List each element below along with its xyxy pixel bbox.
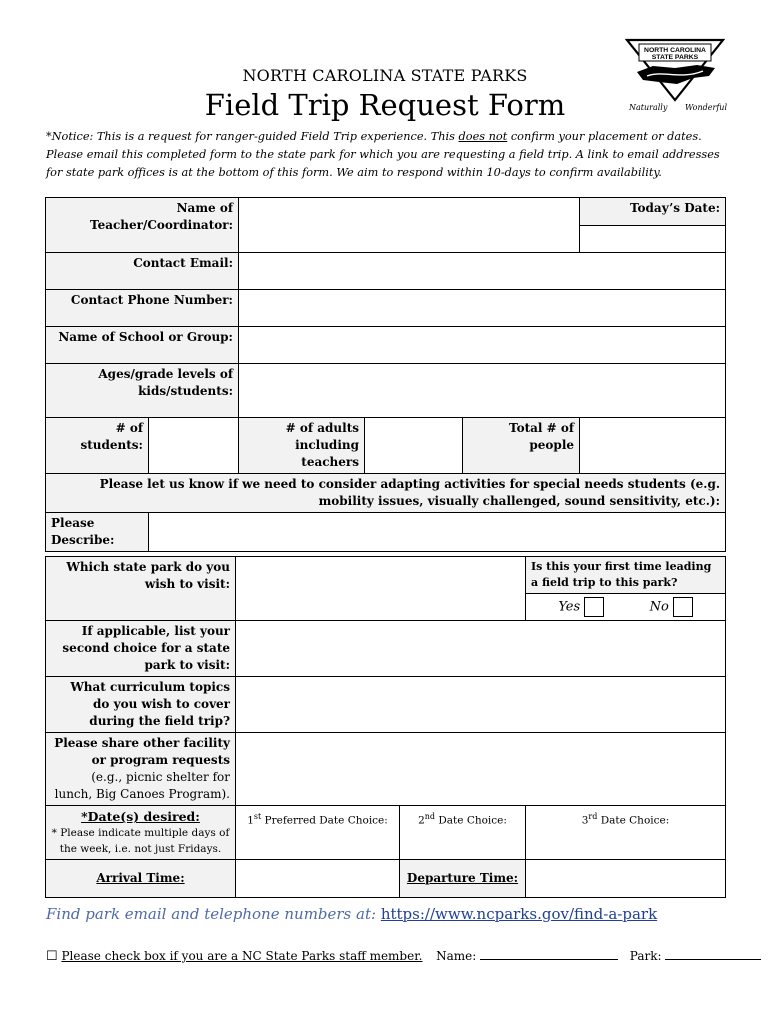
total-label: Total # of people (463, 418, 580, 474)
staff-name-label: Name: (436, 949, 477, 963)
staff-park-field[interactable] (665, 948, 761, 960)
yes-label: Yes (558, 599, 581, 615)
trip-details-table (45, 556, 726, 898)
contact-info-table (45, 197, 726, 552)
todays-date-label: Today’s Date: (580, 198, 726, 226)
find-park-link[interactable]: https://www.ncparks.gov/find-a-park (380, 905, 658, 923)
second-choice-field[interactable] (236, 621, 726, 677)
describe-field[interactable] (149, 513, 726, 552)
staff-line (46, 948, 726, 964)
staff-park-label: Park: (629, 949, 662, 963)
school-label: Name of School or Group: (46, 327, 239, 364)
svg-text:Wonderful: Wonderful (685, 103, 727, 112)
notice-text: *Notice: This is a request for ranger-guided Field Trip experience. This does not confirm your placement or dates. Please email this completed form to the state park for which you are requesting a field trip. A link to email addresses for state park offices is at the bottom of this form. We aim to respond within 10-days to confirm availability. (46, 130, 720, 179)
total-field[interactable] (580, 418, 726, 474)
nc-state-parks-logo (623, 38, 727, 118)
facility-label: Please share other facility or program requests (54, 736, 230, 767)
page-title: Field Trip Request Form (204, 88, 566, 122)
staff-text: Please check box if you are a NC State Parks staff member. (61, 949, 423, 963)
first-date-field[interactable]: 1st Preferred Date Choice: (236, 806, 400, 860)
park-field[interactable] (236, 557, 526, 621)
name-label: Name of Teacher/Coordinator: (46, 198, 239, 253)
email-field[interactable] (239, 253, 726, 290)
email-label: Contact Email: (46, 253, 239, 290)
school-field[interactable] (239, 327, 726, 364)
departure-label: Departure Time: (400, 860, 526, 898)
phone-label: Contact Phone Number: (46, 290, 239, 327)
describe-label: Please Describe: (46, 513, 149, 552)
svg-text:NORTH CAROLINA: NORTH CAROLINA (644, 47, 706, 54)
adults-label: # of adults including teachers (239, 418, 365, 474)
third-date-field[interactable]: 3rd Date Choice: (526, 806, 726, 860)
students-field[interactable] (149, 418, 239, 474)
curriculum-label: What curriculum topics do you wish to cover during the field trip? (46, 677, 236, 733)
arrival-label: Arrival Time: (46, 860, 236, 898)
first-time-label: Is this your first time leading a field trip to this park? (526, 557, 726, 594)
find-park-text: Find park email and telephone numbers at: (46, 905, 377, 923)
dates-note: * Please indicate multiple days of the week, i.e. not just Fridays. (51, 827, 230, 855)
curriculum-field[interactable] (236, 677, 726, 733)
staff-checkbox[interactable]: ☐ (46, 949, 58, 964)
svg-text:STATE PARKS: STATE PARKS (651, 54, 699, 61)
name-field[interactable] (239, 198, 580, 253)
facility-note: (e.g., picnic shelter for lunch, Big Canoes Program). (54, 770, 230, 801)
todays-date-field[interactable] (580, 226, 726, 253)
staff-name-field[interactable] (480, 948, 618, 960)
facility-field[interactable] (236, 733, 726, 806)
ages-label: Ages/grade levels of kids/students: (46, 364, 239, 418)
dates-label: *Date(s) desired: (81, 809, 200, 824)
park-label: Which state park do you wish to visit: (46, 557, 236, 621)
phone-field[interactable] (239, 290, 726, 327)
departure-field[interactable] (526, 860, 726, 898)
arrival-field[interactable] (236, 860, 400, 898)
no-label: No (649, 599, 669, 615)
org-name: NORTH CAROLINA STATE PARKS (242, 66, 528, 85)
ages-field[interactable] (239, 364, 726, 418)
special-needs-label: Please let us know if we need to consider adapting activities for special needs students (e.g. mobility issues, visually challenged, sound sensitivity, etc.): (46, 474, 726, 513)
students-label: # of students: (46, 418, 149, 474)
second-date-field[interactable]: 2nd Date Choice: (400, 806, 526, 860)
adults-field[interactable] (365, 418, 463, 474)
notice-emphasis: does not (458, 130, 508, 143)
second-choice-label: If applicable, list your second choice for a state park to visit: (46, 621, 236, 677)
no-checkbox[interactable] (673, 597, 693, 617)
svg-text:Naturally: Naturally (629, 103, 668, 112)
find-park-line (46, 905, 657, 923)
yes-checkbox[interactable] (584, 597, 604, 617)
